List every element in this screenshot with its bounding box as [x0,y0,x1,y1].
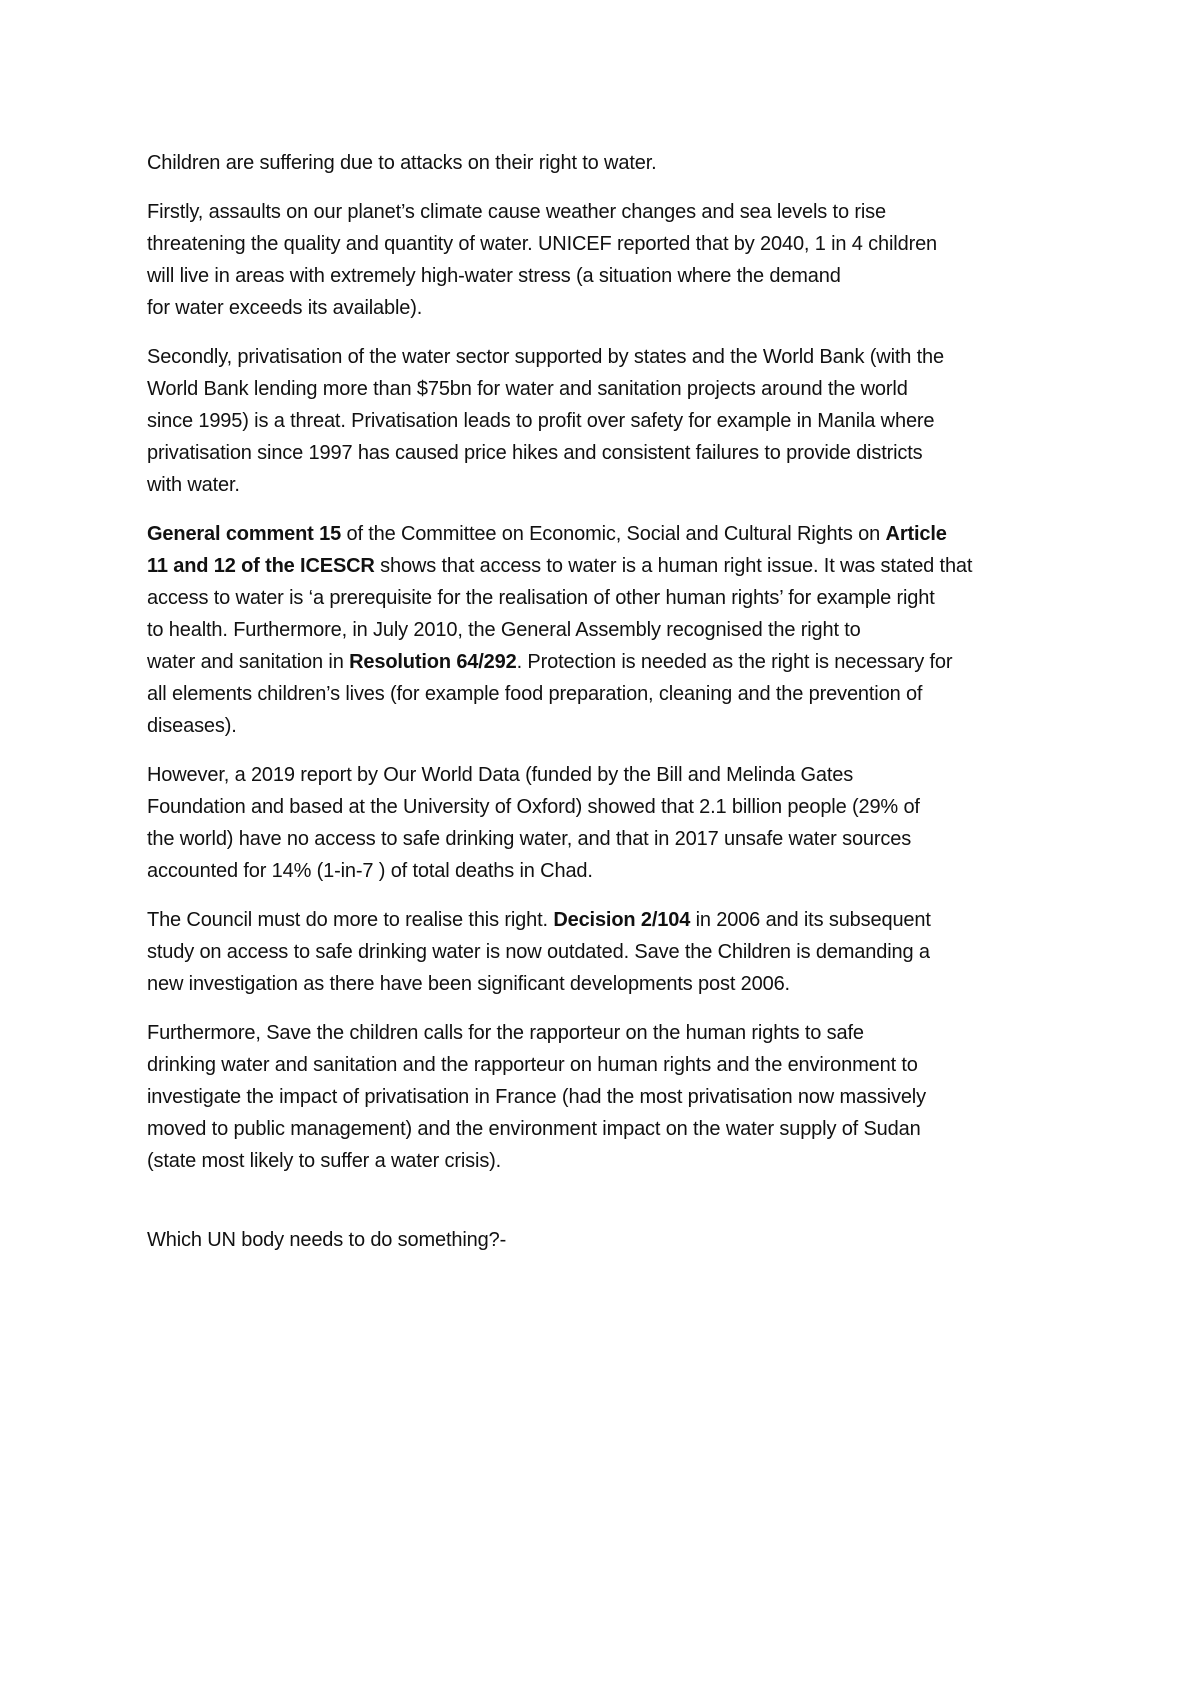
text-segment: since 1995) is a threat. Privatisation leads to profit over safety for example in Manila where [147,410,935,432]
text-segment: Secondly, privatisation of the water sector supported by states and the World Bank (with the [147,346,945,368]
text-line [147,646,1067,678]
text-line [147,1113,1067,1145]
text-line [147,1049,1067,1081]
text-line [147,405,1067,437]
paragraph-spacer [147,1194,1067,1224]
text-segment: the world) have no access to safe drinking water, and that in 2017 unsafe water sources [147,828,912,850]
paragraph-4 [147,518,1067,742]
text-line [147,904,1067,936]
text-segment: . Protection is needed as the right is necessary for [516,651,953,673]
text-segment: investigate the impact of privatisation in France (had the most privatisation now massively [147,1086,926,1108]
text-segment: drinking water and sanitation and the rapporteur on human rights and the environment to [147,1054,918,1076]
text-line [147,968,1067,1000]
text-line [147,228,1067,260]
text-line [147,710,1067,742]
paragraph-1 [147,147,1067,179]
text-segment: World Bank lending more than $75bn for water and sanitation projects around the world [147,378,908,400]
text-line [147,678,1067,710]
paragraph-3 [147,341,1067,501]
text-segment: moved to public management) and the environment impact on the water supply of Sudan [147,1118,921,1140]
text-segment: with water. [147,474,240,496]
text-line [147,614,1067,646]
text-segment: in 2006 and its subsequent [690,909,931,931]
text-segment: Firstly, assaults on our planet’s climate cause weather changes and sea levels to rise [147,201,886,223]
paragraph-6 [147,904,1067,1000]
text-line [147,437,1067,469]
text-line [147,469,1067,501]
text-line [147,823,1067,855]
text-segment: Which UN body needs to do something?- [147,1229,507,1251]
text-segment: However, a 2019 report by Our World Data (funded by the Bill and Melinda Gates [147,764,854,786]
text-line [147,147,1067,179]
paragraph-5 [147,759,1067,887]
text-line [147,341,1067,373]
text-line [147,550,1067,582]
text-line [147,1145,1067,1177]
text-segment: accounted for 14% (1-in-7 ) of total deaths in Chad. [147,860,593,882]
text-line [147,518,1067,550]
paragraph-7 [147,1017,1067,1177]
text-line [147,1224,1067,1256]
bold-reference: Resolution 64/292 [349,651,517,673]
paragraph-8 [147,1224,1067,1256]
text-segment: of the Committee on Economic, Social and Cultural Rights on [341,523,886,545]
bold-reference: Article [885,523,947,545]
text-segment: shows that access to water is a human right issue. It was stated that [374,555,973,577]
text-segment: The Council must do more to realise this right. [147,909,554,931]
text-line [147,759,1067,791]
bold-reference: General comment 15 [147,523,342,545]
bold-reference: 11 and 12 of the ICESCR [147,555,375,577]
text-line [147,1081,1067,1113]
text-line [147,373,1067,405]
text-line [147,855,1067,887]
text-segment: access to water is ‘a prerequisite for the realisation of other human rights’ for example right [147,587,935,609]
text-line [147,791,1067,823]
text-line [147,1017,1067,1049]
text-line [147,936,1067,968]
text-segment: Children are suffering due to attacks on their right to water. [147,152,657,174]
text-segment: will live in areas with extremely high-water stress (a situation where the demand [147,265,841,287]
text-line [147,582,1067,614]
text-segment: water and sanitation in [147,651,350,673]
text-segment: to health. Furthermore, in July 2010, the General Assembly recognised the right to [147,619,861,641]
bold-reference: Decision 2/104 [553,909,691,931]
text-segment: study on access to safe drinking water is now outdated. Save the Children is demanding a [147,941,930,963]
text-segment: privatisation since 1997 has caused price hikes and consistent failures to provide districts [147,442,923,464]
text-line [147,196,1067,228]
text-line [147,260,1067,292]
text-segment: all elements children’s lives (for example food preparation, cleaning and the prevention of [147,683,923,705]
text-segment: new investigation as there have been significant developments post 2006. [147,973,790,995]
text-segment: Furthermore, Save the children calls for the rapporteur on the human rights to safe [147,1022,864,1044]
text-segment: for water exceeds its available). [147,297,423,319]
text-segment: (state most likely to suffer a water crisis). [147,1150,502,1172]
document-body [147,147,1067,1273]
text-segment: threatening the quality and quantity of water. UNICEF reported that by 2040, 1 in 4 children [147,233,938,255]
text-segment: diseases). [147,715,237,737]
text-line [147,292,1067,324]
text-segment: Foundation and based at the University of Oxford) showed that 2.1 billion people (29% of [147,796,920,818]
paragraph-2 [147,196,1067,324]
